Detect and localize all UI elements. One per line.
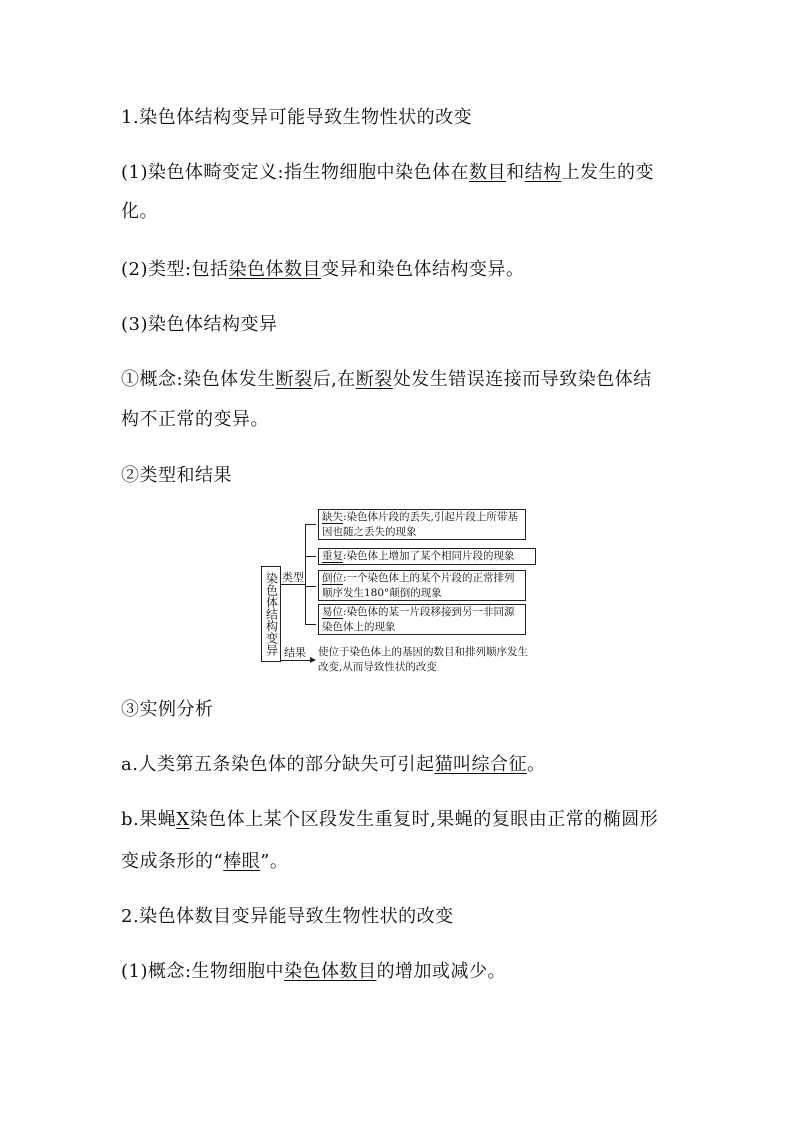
para-definition-cont: 化。 <box>121 201 158 222</box>
type-box-inversion: 倒位:一个染色体上的某个片段的正常排列顺序发生180°颠倒的现象 <box>318 570 526 601</box>
heading-1: 1.染色体结构变异可能导致生物性状的改变 <box>121 107 473 128</box>
heading-2: 2.染色体数目变异能导致生物性状的改变 <box>121 906 454 927</box>
diagram-root-box: 染色体结构变异 <box>261 566 281 662</box>
para-number-variation: (1)概念:生物细胞中染色体数目的增加或减少。 <box>121 961 507 982</box>
result-label: 结果 <box>284 646 306 659</box>
para-definition: (1)染色体畸变定义:指生物细胞中染色体在数目和结构上发生的变 <box>121 162 655 183</box>
para-example-a: a.人类第五条染色体的部分缺失可引起猫叫综合征。 <box>121 754 546 775</box>
para-structure-variation: (3)染色体结构变异 <box>121 314 278 335</box>
para-examples: ③实例分析 <box>121 699 214 720</box>
type-box-translocation: 易位:染色体的某一片段移接到另一非同源染色体上的现象 <box>318 604 526 635</box>
type-box-duplication: 重复:染色体上增加了某个相同片段的现象 <box>318 548 536 565</box>
type-box-deletion: 缺失:染色体片段的丢失,引起片段上所带基因也随之丢失的现象 <box>318 509 526 540</box>
para-concept-cont: 构不正常的变异。 <box>121 409 269 430</box>
para-types-results: ②类型和结果 <box>121 465 232 486</box>
para-types: (2)类型:包括染色体数目变异和染色体结构变异。 <box>121 259 525 280</box>
para-example-b-cont: 变成条形的“棒眼”。 <box>121 851 289 872</box>
para-example-b: b.果蝇X染色体上某个区段发生重复时,果蝇的复眼由正常的椭圆形 <box>121 809 659 830</box>
structure-variation-diagram <box>258 506 548 676</box>
type-label: 类型 <box>282 571 304 584</box>
result-text: 使位于染色体上的基因的数目和排列顺序发生改变,从而导致性状的改变 <box>318 646 528 673</box>
para-concept: ①概念:染色体发生断裂后,在断裂处发生错误连接而导致染色体结 <box>121 369 652 390</box>
